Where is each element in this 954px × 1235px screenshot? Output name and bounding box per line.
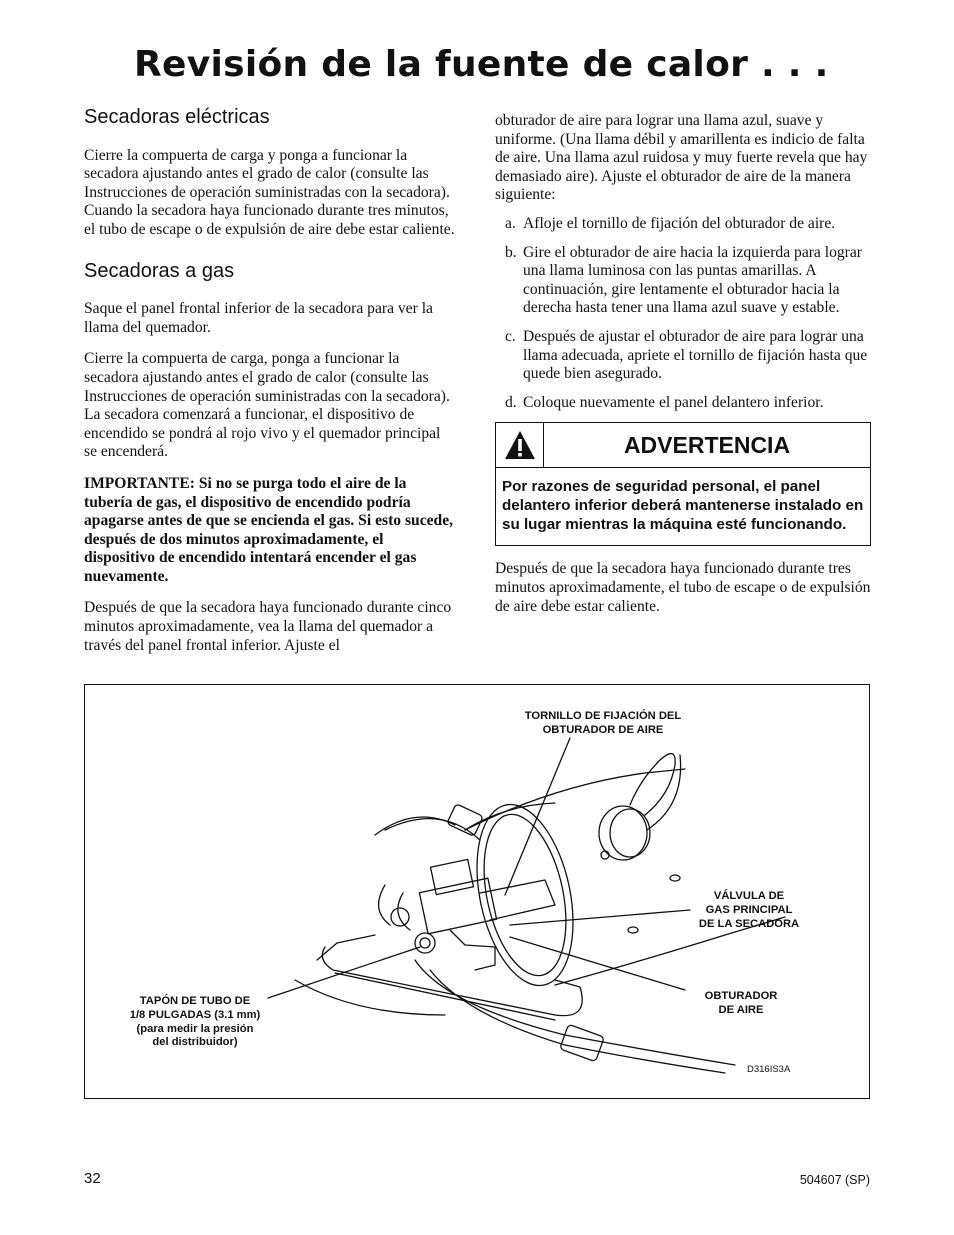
- list-item: [495, 215, 871, 234]
- closing-paragraph: Después de que la secadora haya funcionado durante tres minutos aproximadamente, el tubo de escape o de expulsión de aire debe estar caliente.: [495, 560, 871, 615]
- step-marker: c.: [505, 327, 516, 345]
- step-marker: b.: [505, 243, 517, 261]
- callout-set-screw: TORNILLO DE FIJACIÓN DEL OBTURADOR DE AIRE: [524, 710, 682, 736]
- callout-pipe-plug: TAPÓN DE TUBO DE 1/8 PULGADAS (3.1 mm) (para medir la presión del distribuidor): [129, 995, 261, 1049]
- step-text: Coloque nuevamente el panel delantero inferior.: [523, 393, 824, 411]
- figure-id: D316IS3A: [747, 1064, 791, 1075]
- callout-gas-valve: VÁLVULA DE GAS PRINCIPAL DE LA SECADORA: [698, 890, 800, 930]
- warning-text: Por razones de seguridad personal, el panel delantero inferior deberá mantenerse instalado en su lugar mientras la máquina esté funcionando.: [502, 478, 864, 534]
- step-text: Afloje el tornillo de fijación del obturador de aire.: [523, 214, 836, 232]
- step-marker: d.: [505, 393, 517, 411]
- page-number: 32: [84, 1170, 101, 1187]
- important-note: IMPORTANTE: Si no se purga todo el aire de la tubería de gas, el dispositivo de encendido podría apagarse antes de que se encienda el gas. Si esto sucede, después de dos minutos aproximadamente, el dispositivo de encendido intentará encender el gas nuevamente.: [84, 474, 454, 585]
- list-item: [495, 394, 871, 413]
- list-item: [495, 244, 871, 318]
- burner-diagram-figure: [84, 684, 870, 1099]
- document-code: 504607 (SP): [799, 1173, 870, 1187]
- left-column: [84, 108, 456, 668]
- list-item: [495, 328, 871, 384]
- gas-paragraph: Después de que la secadora haya funcionado durante cinco minutos aproximadamente, vea la llama del quemador a través del panel frontal inferior. Ajuste el: [84, 599, 452, 654]
- warning-title: ADVERTENCIA: [623, 432, 791, 459]
- callout-air-shutter: OBTURADOR DE AIRE: [704, 990, 778, 1016]
- step-text: Después de ajustar el obturador de aire para lograr una llama adecuada, apriete el tornillo de fijación hasta que quede bien asegurado.: [523, 327, 868, 383]
- warning-triangle-icon: [496, 423, 544, 467]
- warning-header: [496, 423, 870, 468]
- gas-paragraph: Cierre la compuerta de carga, ponga a funcionar la secadora ajustando antes el grado de calor (consulte las Instrucciones de operación suministradas con la secadora). La secadora comenzará a funcionar, el dispositivo de encendido se pondrá al rojo vivo y el quemador principal se encenderá.: [84, 350, 450, 461]
- page-title: Revisión de la fuente de calor . . .: [134, 44, 829, 85]
- shutter-intro-paragraph: obturador de aire para lograr una llama azul, suave y uniforme. (Una llama débil y amarillenta es indicio de falta de aire. Una llama azul ruidosa y muy fuerte revela que hay demasiado aire). Ajuste el obturador de aire de la manera siguiente:: [495, 112, 868, 204]
- electric-paragraph: Cierre la compuerta de carga y ponga a funcionar la secadora ajustando antes el grado de calor (consulte las Instrucciones de operación suministradas con la secadora). Cuando la secadora haya funcionado durante tres minutos, el tubo de escape o de expulsión de aire debe estar caliente.: [84, 146, 455, 238]
- warning-box: [495, 422, 871, 546]
- step-marker: a.: [505, 214, 516, 232]
- section-heading-electric-dryers: Secadoras eléctricas: [84, 106, 270, 128]
- section-heading-gas-dryers: Secadoras a gas: [84, 259, 235, 282]
- right-column: [495, 112, 871, 629]
- gas-paragraph: Saque el panel frontal inferior de la secadora para ver la llama del quemador.: [84, 300, 433, 336]
- adjustment-steps-list: [495, 215, 871, 412]
- step-text: Gire el obturador de aire hacia la izquierda para lograr una llama luminosa con las puntas amarillas. A continuación, gire lentamente el obturador hacia la derecha hasta tener una llama azul suave y estable.: [523, 243, 862, 317]
